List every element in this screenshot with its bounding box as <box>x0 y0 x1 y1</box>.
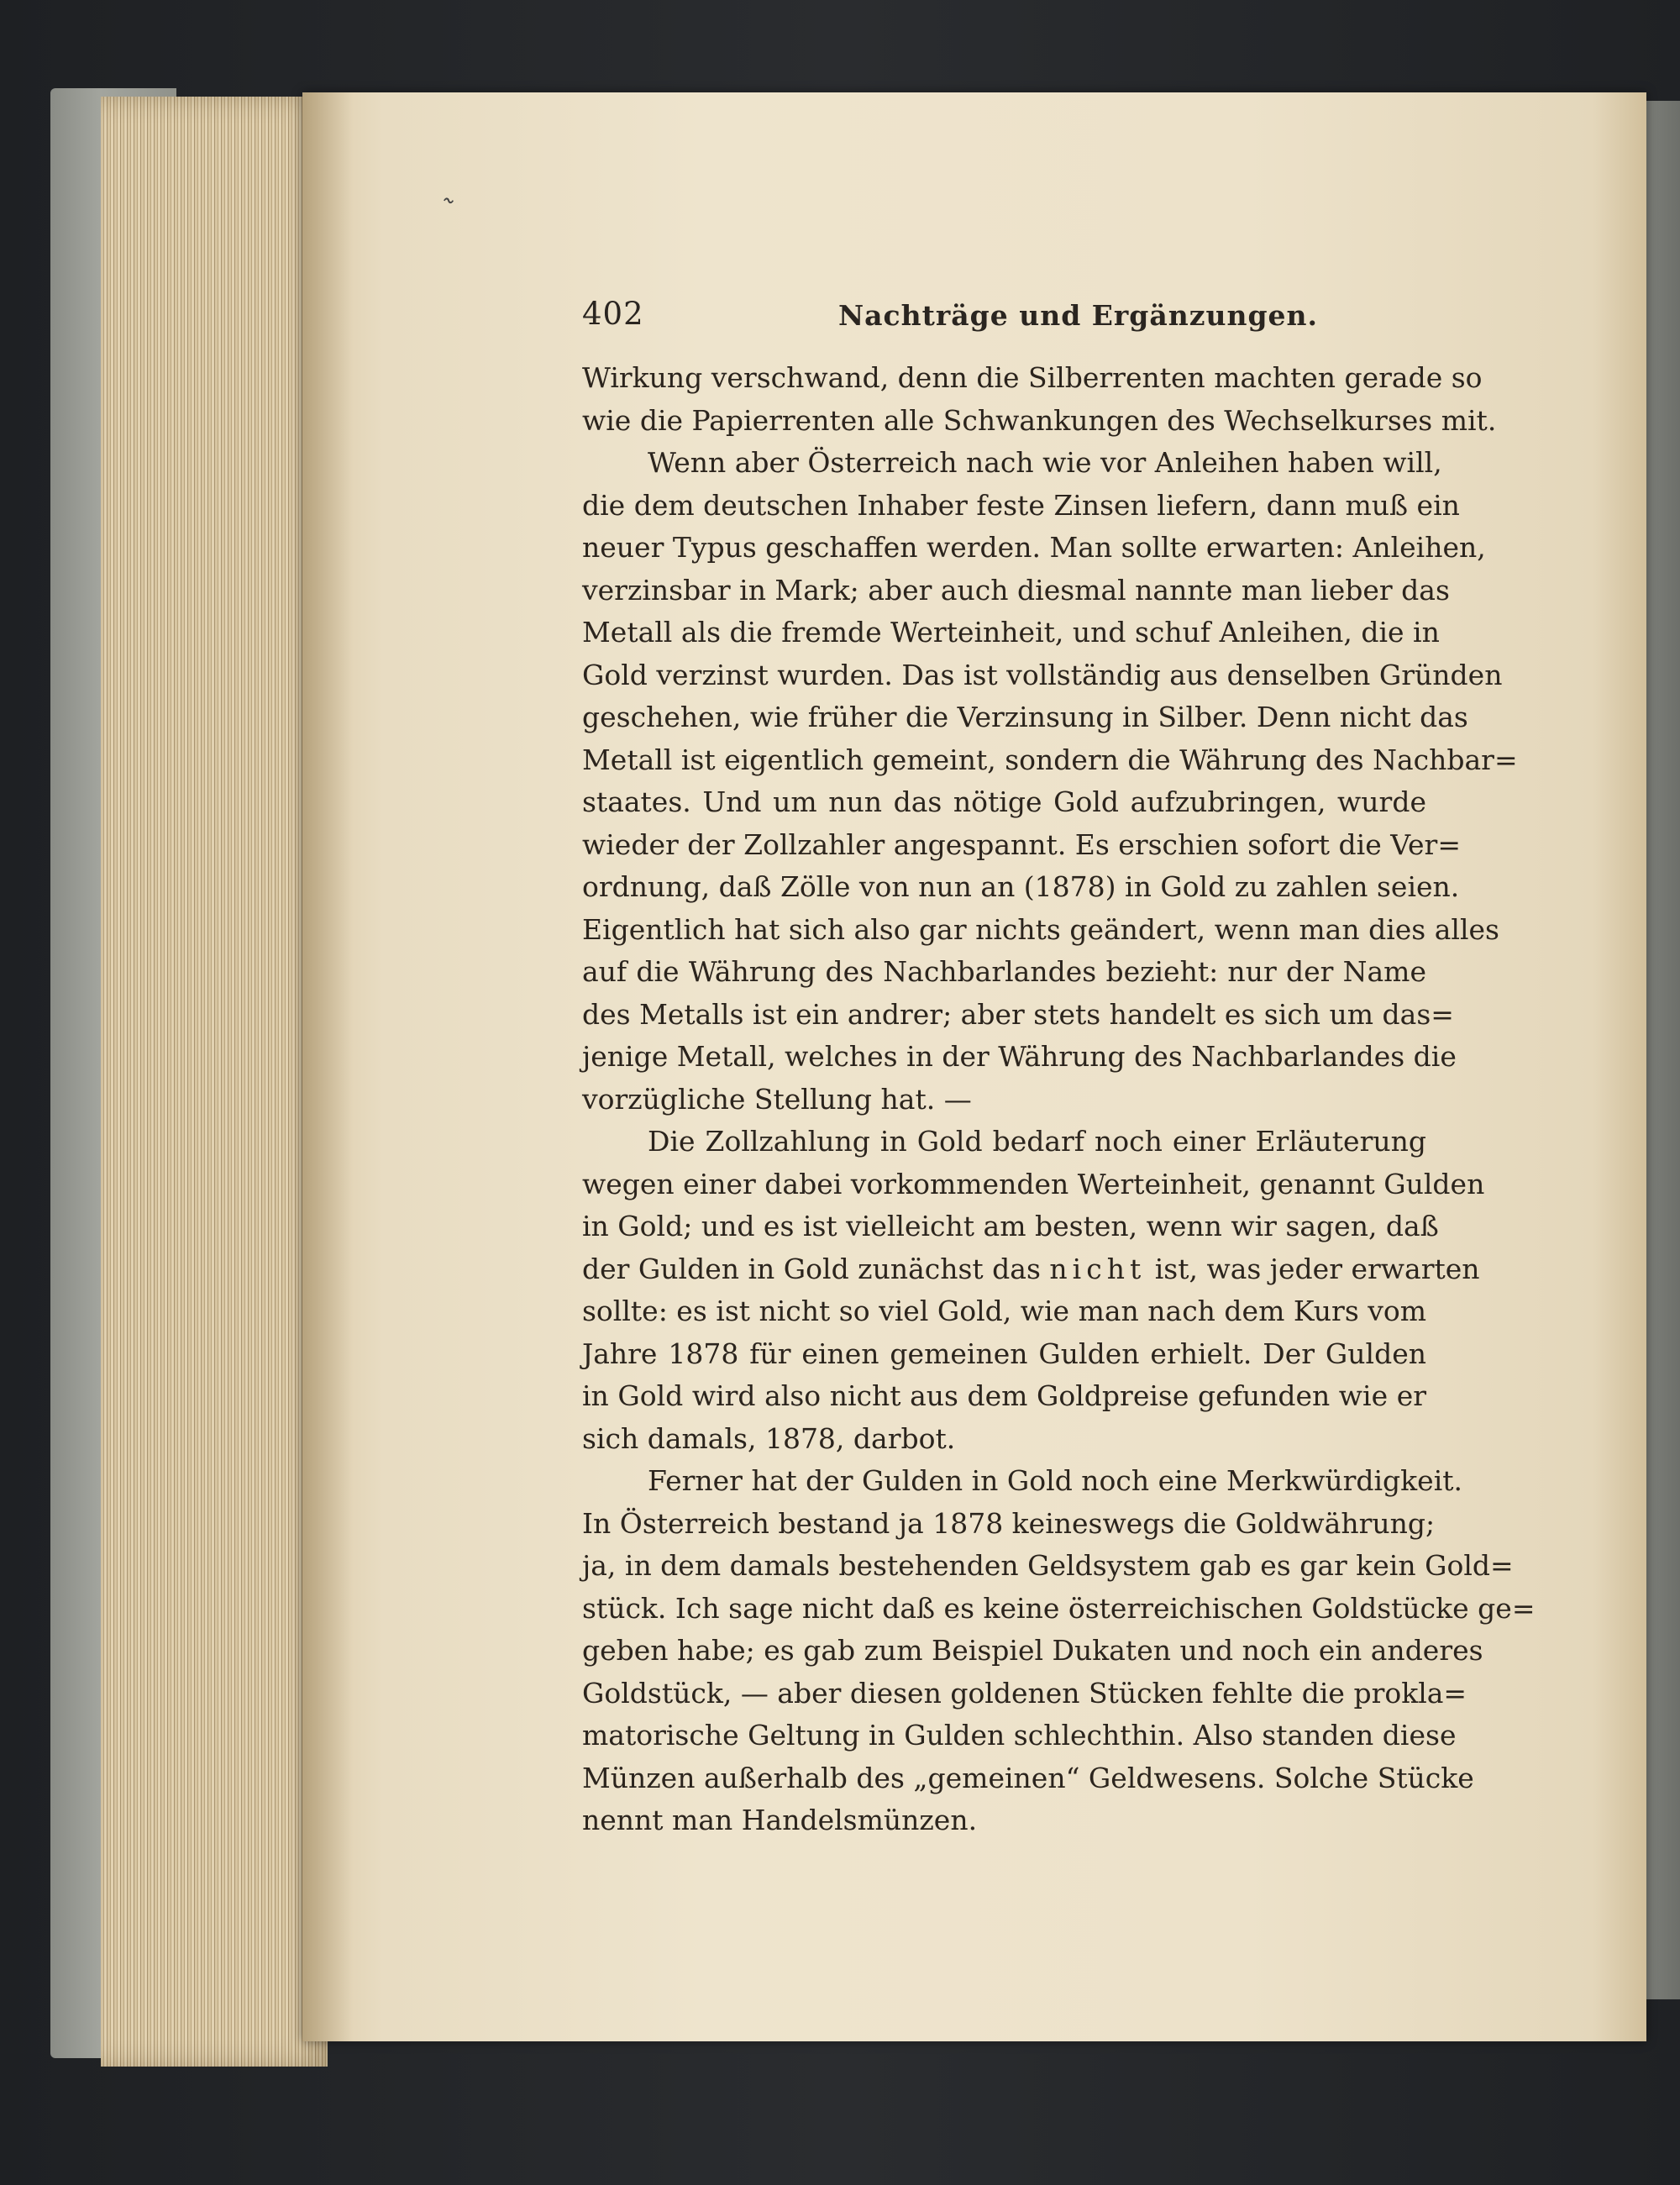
text-line: auf die Währung des Nachbarlandes bezieht: nur der Name <box>582 955 1426 988</box>
text-line: In Österreich bestand ja 1878 keineswegs die Goldwährung; <box>582 1506 1436 1540</box>
text-line: sich damals, 1878, darbot. <box>582 1421 956 1455</box>
text-line: ja, in dem damals bestehenden Geldsystem gab es gar kein Gold= <box>582 1549 1514 1582</box>
text-line: Ferner hat der Gulden in Gold noch eine Merkwürdigkeit. <box>648 1464 1463 1497</box>
scan-mark: ˷ <box>440 171 468 207</box>
text-line: Metall als die fremde Werteinheit, und schuf Anleihen, die in <box>582 616 1440 649</box>
text-line: des Metalls ist ein andrer; aber stets handelt es sich um das= <box>582 997 1454 1031</box>
text-line: Münzen außerhalb des „gemeinen“ Geldwesens. Solche Stücke <box>582 1761 1474 1794</box>
text-line: vorzügliche Stellung hat. — <box>582 1082 972 1116</box>
text-line: nennt man Handelsmünzen. <box>582 1804 978 1836</box>
book-cover-right <box>1642 101 1680 1999</box>
text-line: Wirkung verschwand, denn die Silberrenten machten gerade so <box>582 361 1483 394</box>
text-line: Goldstück, — aber diesen goldenen Stücken fehlte die prokla= <box>582 1676 1467 1710</box>
running-title: Nachträge und Ergänzungen. <box>838 299 1319 332</box>
text-line: staates. Und um nun das nötige Gold aufzubringen, wurde <box>582 785 1426 818</box>
text-line: Jahre 1878 für einen gemeinen Gulden erhielt. Der Gulden <box>582 1337 1426 1370</box>
text-line: geben habe; es gab zum Beispiel Dukaten und noch ein anderes <box>582 1634 1483 1667</box>
text-line <box>582 1248 1480 1291</box>
text-line: Die Zollzahlung in Gold bedarf noch einer Erläuterung <box>648 1125 1426 1158</box>
text-line: jenige Metall, welches in der Währung des Nachbarlandes die <box>582 1040 1457 1073</box>
text-line: Metall ist eigentlich gemeint, sondern die Währung des Nachbar= <box>582 743 1518 776</box>
text-line: Eigentlich hat sich also gar nichts geändert, wenn man dies alles <box>582 912 1499 946</box>
text-line: wie die Papierrenten alle Schwankungen des Wechselkurses mit. <box>582 403 1497 437</box>
text-line: ordnung, daß Zölle von nun an (1878) in Gold zu zahlen seien. <box>582 870 1460 903</box>
text-line: in Gold wird also nicht aus dem Goldpreise gefunden wie er <box>582 1379 1426 1412</box>
text-line: die dem deutschen Inhaber feste Zinsen liefern, dann muß ein <box>582 488 1460 522</box>
body-text <box>582 357 1536 1842</box>
text-line: matorische Geltung in Gulden schlechthin. Also standen diese <box>582 1719 1457 1752</box>
emphasized-word: nicht <box>1049 1252 1147 1285</box>
text-line: stück. Ich sage nicht daß es keine österreichischen Goldstücke ge= <box>582 1591 1536 1625</box>
text-line: sollte: es ist nicht so viel Gold, wie man nach dem Kurs vom <box>582 1295 1427 1327</box>
text-line: neuer Typus geschaffen werden. Man sollte erwarten: Anleihen, <box>582 531 1486 564</box>
page-number: 402 <box>582 296 644 332</box>
text-line: wieder der Zollzahler angespannt. Es erschien sofort die Ver= <box>582 827 1461 861</box>
text-line: Gold verzinst wurden. Das ist vollständig aus denselben Gründen <box>582 658 1503 691</box>
text-line: geschehen, wie früher die Verzinsung in Silber. Denn nicht das <box>582 701 1468 733</box>
text-line: wegen einer dabei vorkommenden Werteinheit, genannt Gulden <box>582 1167 1485 1200</box>
page-header <box>582 296 1464 338</box>
page-edges <box>101 97 328 2067</box>
text-fragment: der Gulden in Gold zunächst das <box>582 1252 1041 1285</box>
text-line: verzinsbar in Mark; aber auch diesmal nannte man lieber das <box>582 573 1450 607</box>
text-line: Wenn aber Österreich nach wie vor Anleihen haben will, <box>648 446 1442 479</box>
text-fragment: ist, was jeder erwarten <box>1154 1252 1480 1285</box>
gutter-shadow <box>302 92 353 2041</box>
text-line: in Gold; und es ist vielleicht am besten, wenn wir sagen, daß <box>582 1210 1439 1242</box>
